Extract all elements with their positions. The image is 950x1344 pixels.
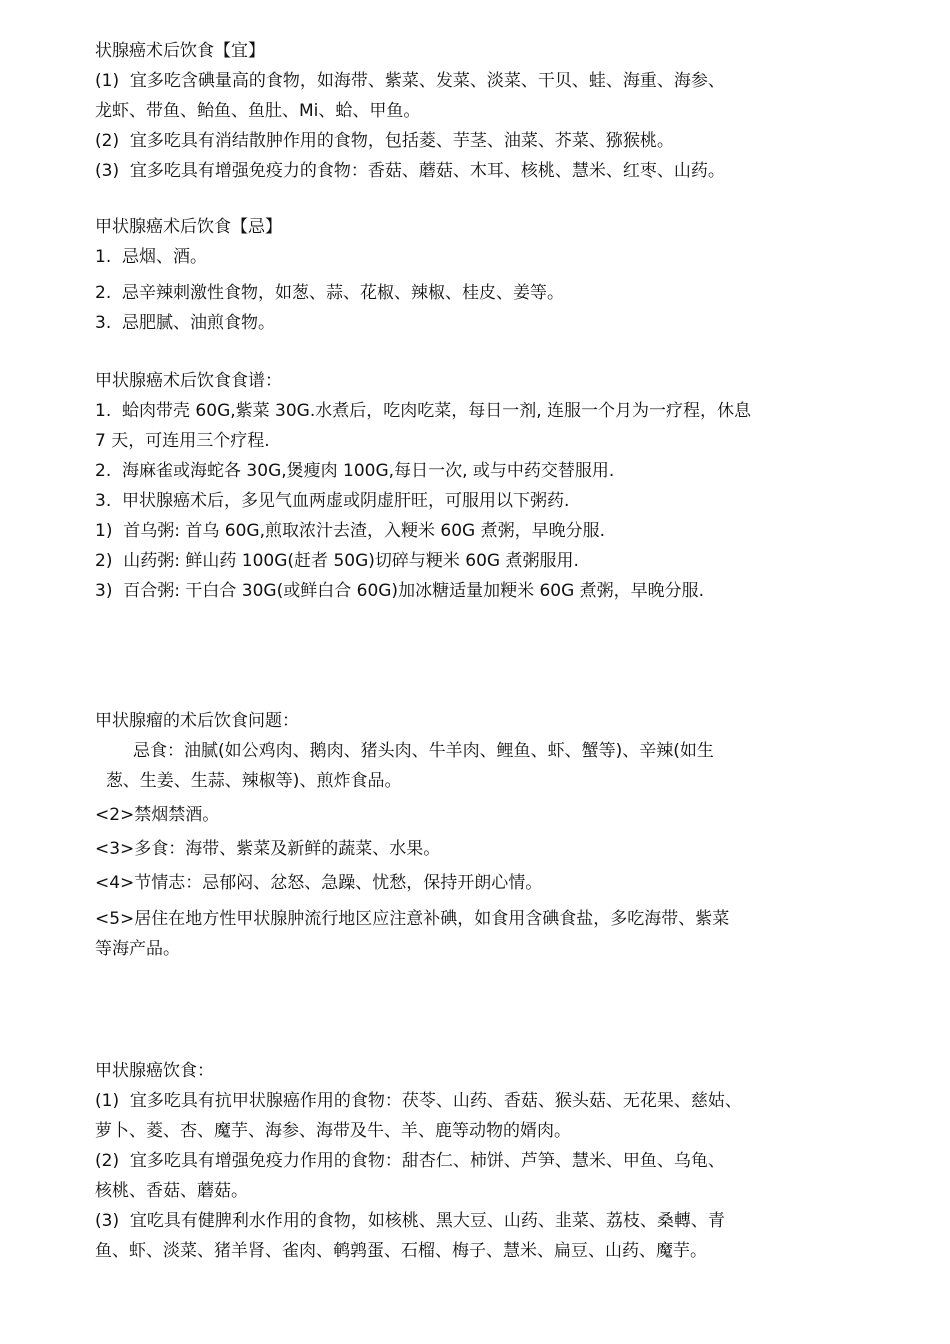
- spacer: [95, 186, 865, 212]
- document-page: [95, 36, 865, 1266]
- text-line: 鱼、虾、淡菜、猪羊肾、雀肉、鹌鹑蛋、石榴、梅子、慧米、扁豆、山药、魔芋。: [95, 1241, 707, 1261]
- text-line: 萝卜、菱、杏、魔芋、海参、海带及牛、羊、鹿等动物的婿肉。: [95, 1121, 571, 1141]
- text-line: 葱、生姜、生蒜、辣椒等)、煎炸食品。: [95, 771, 402, 791]
- text-line: 核桃、香菇、蘑菇。: [95, 1181, 248, 1201]
- section-heading: 甲状腺癌术后饮食【忌】: [95, 217, 282, 237]
- text-line: <2>禁烟禁酒。: [95, 805, 220, 825]
- spacer: [95, 964, 865, 1056]
- section-avoid-foods: [95, 212, 865, 338]
- section-adenoma-diet: [95, 706, 865, 964]
- text-line: 等海产品。: [95, 939, 180, 959]
- text-line: 1. 蛤肉带壳 60G,紫菜 30G.水煮后，吃肉吃菜，每日一剂, 连服一个月为一疗程，休息: [95, 401, 752, 421]
- text-line: (1) 宜多吃含碘量高的食物，如海带、紫菜、发菜、淡菜、干贝、蛙、海重、海参、: [95, 71, 725, 91]
- text-line: (3) 宜吃具有健脾利水作用的食物，如核桃、黑大豆、山药、韭菜、荔枝、桑轉、青: [95, 1211, 725, 1231]
- text-line: <3>多食：海带、紫菜及新鲜的蔬菜、水果。: [95, 839, 441, 859]
- spacer: [95, 606, 865, 706]
- text-line: (3) 宜多吃具有增强免疫力的食物：香菇、蘑菇、木耳、核桃、慧米、红枣、山药。: [95, 161, 725, 181]
- text-line: <4>节情志：忌郁闷、忿怒、急躁、忧愁，保持开朗心情。: [95, 873, 543, 893]
- text-line: (1) 宜多吃具有抗甲状腺癌作用的食物：茯苓、山药、香菇、猴头菇、无花果、慈姑、: [95, 1091, 742, 1111]
- text-line: 3) 百合粥: 干白合 30G(或鲜白合 60G)加冰糖适量加粳米 60G 煮粥，早晚分服.: [95, 581, 705, 601]
- text-line: 1) 首乌粥: 首乌 60G,煎取浓汁去渣，入粳米 60G 煮粥，早晚分服.: [95, 521, 606, 541]
- section-heading: 甲状腺瘤的术后饮食问题：: [95, 711, 299, 731]
- section-heading: 状腺癌术后饮食【宜】: [95, 41, 265, 61]
- spacer: [95, 338, 865, 366]
- text-line: 7 天，可连用三个疗程.: [95, 431, 270, 451]
- text-line: <5>居住在地方性甲状腺肿流行地区应注意补碘，如食用含碘食盐，多吃海带、紫菜: [95, 909, 730, 929]
- text-line: 3. 甲状腺癌术后，多见气血两虚或阴虚肝旺，可服用以下粥药.: [95, 491, 570, 511]
- section-recipes: [95, 366, 865, 606]
- section-cancer-diet: [95, 1056, 865, 1266]
- text-line: 龙虾、带鱼、鲐鱼、鱼肚、Mi、蛤、甲鱼。: [95, 101, 421, 121]
- section-heading: 甲状腺癌术后饮食食谱：: [95, 371, 282, 391]
- text-line: 2. 海麻雀或海蛇各 30G,煲瘦肉 100G,每日一次, 或与中药交替服用.: [95, 461, 615, 481]
- text-line: (2) 宜多吃具有增强免疫力作用的食物：甜杏仁、柿饼、芦笋、慧米、甲鱼、乌龟、: [95, 1151, 725, 1171]
- text-line: 1. 忌烟、酒。: [95, 247, 208, 267]
- text-line: 2) 山药粥: 鲜山药 100G(赶者 50G)切碎与粳米 60G 煮粥服用.: [95, 551, 579, 571]
- section-heading: 甲状腺癌饮食：: [95, 1061, 214, 1081]
- text-line: 3. 忌肥腻、油煎食物。: [95, 313, 276, 333]
- text-line: 忌食：油腻(如公鸡肉、鹅肉、猪头肉、牛羊肉、鲤鱼、虾、蟹等)、辛辣(如生: [133, 741, 714, 761]
- section-suitable-foods: [95, 36, 865, 186]
- text-line: 2. 忌辛辣刺激性食物，如葱、蒜、花椒、辣椒、桂皮、姜等。: [95, 283, 565, 303]
- text-line: (2) 宜多吃具有消结散肿作用的食物，包括菱、芋茎、油菜、芥菜、猕猴桃。: [95, 131, 674, 151]
